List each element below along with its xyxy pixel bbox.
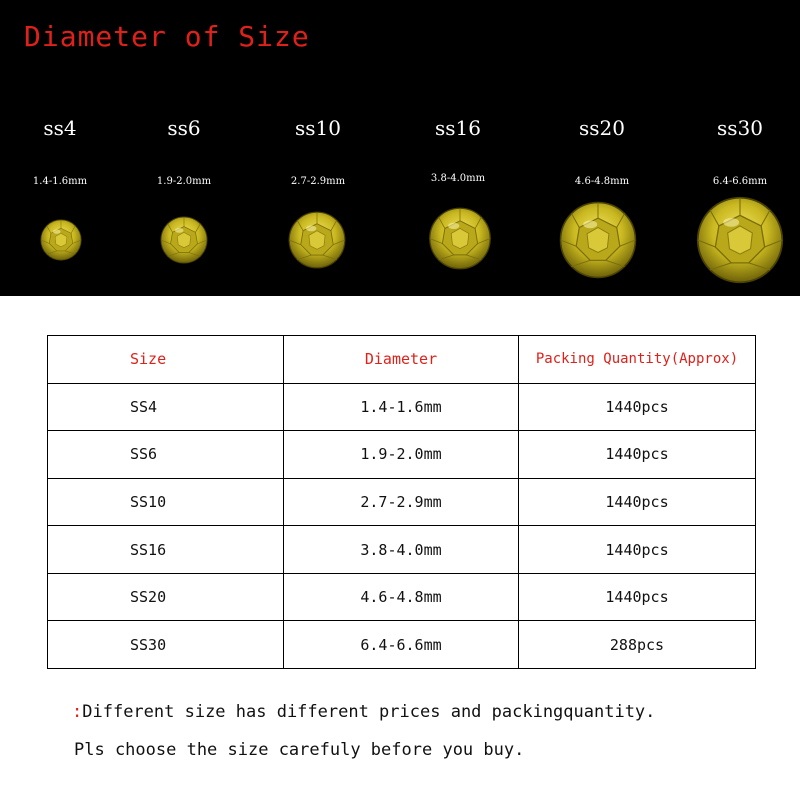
cell-size: SS30 — [48, 621, 284, 669]
cell-size: SS6 — [48, 431, 284, 479]
cell-quantity: 1440pcs — [519, 478, 756, 526]
page-title: Diameter of Size — [24, 20, 310, 53]
size-name: ss6 — [167, 116, 201, 140]
note-line-2 — [74, 740, 524, 760]
size-specification-table — [47, 335, 756, 669]
table-row — [48, 478, 756, 526]
note-line-1 — [72, 702, 655, 722]
size-range: 4.6-4.8mm — [574, 176, 630, 187]
rhinestone-ss6-icon — [159, 216, 209, 264]
table-row — [48, 621, 756, 669]
cell-diameter: 4.6-4.8mm — [284, 573, 519, 621]
size-name: ss30 — [717, 116, 763, 140]
rhinestone-ss30-icon — [694, 196, 786, 284]
cell-quantity: 1440pcs — [519, 573, 756, 621]
rhinestone-ss20-icon — [557, 201, 639, 279]
cell-size: SS16 — [48, 526, 284, 574]
note-text-2: Pls choose the size carefuly before you buy. — [74, 740, 525, 760]
cell-size: SS4 — [48, 383, 284, 431]
note-mark: : — [72, 702, 83, 722]
cell-diameter: 3.8-4.0mm — [284, 526, 519, 574]
cell-diameter: 2.7-2.9mm — [284, 478, 519, 526]
note-text-1: Different size has different prices and packingquantity. — [82, 702, 656, 722]
size-range: 1.9-2.0mm — [156, 176, 212, 187]
rhinestone-ss10-icon — [287, 211, 347, 269]
size-name: ss20 — [579, 116, 625, 140]
rhinestone-ss4-icon — [40, 219, 82, 261]
size-range: 3.8-4.0mm — [430, 173, 486, 184]
cell-diameter: 6.4-6.6mm — [284, 621, 519, 669]
cell-quantity: 1440pcs — [519, 431, 756, 479]
header-diameter: Diameter — [284, 336, 519, 384]
header-packing-quantity: Packing Quantity(Approx) — [519, 336, 756, 384]
table-row — [48, 383, 756, 431]
size-banner — [0, 0, 800, 296]
cell-quantity: 1440pcs — [519, 383, 756, 431]
header-size: Size — [48, 336, 284, 384]
cell-size: SS20 — [48, 573, 284, 621]
size-range: 6.4-6.6mm — [712, 176, 768, 187]
cell-diameter: 1.9-2.0mm — [284, 431, 519, 479]
size-name: ss10 — [295, 116, 341, 140]
table-header-row — [48, 336, 756, 384]
size-name: ss16 — [435, 116, 481, 140]
size-range: 2.7-2.9mm — [290, 176, 346, 187]
cell-diameter: 1.4-1.6mm — [284, 383, 519, 431]
table-row — [48, 526, 756, 574]
table-row — [48, 431, 756, 479]
table-row — [48, 573, 756, 621]
cell-quantity: 1440pcs — [519, 526, 756, 574]
size-name: ss4 — [43, 116, 77, 140]
cell-size: SS10 — [48, 478, 284, 526]
rhinestone-ss16-icon — [428, 207, 492, 270]
size-range: 1.4-1.6mm — [32, 176, 88, 187]
cell-quantity: 288pcs — [519, 621, 756, 669]
